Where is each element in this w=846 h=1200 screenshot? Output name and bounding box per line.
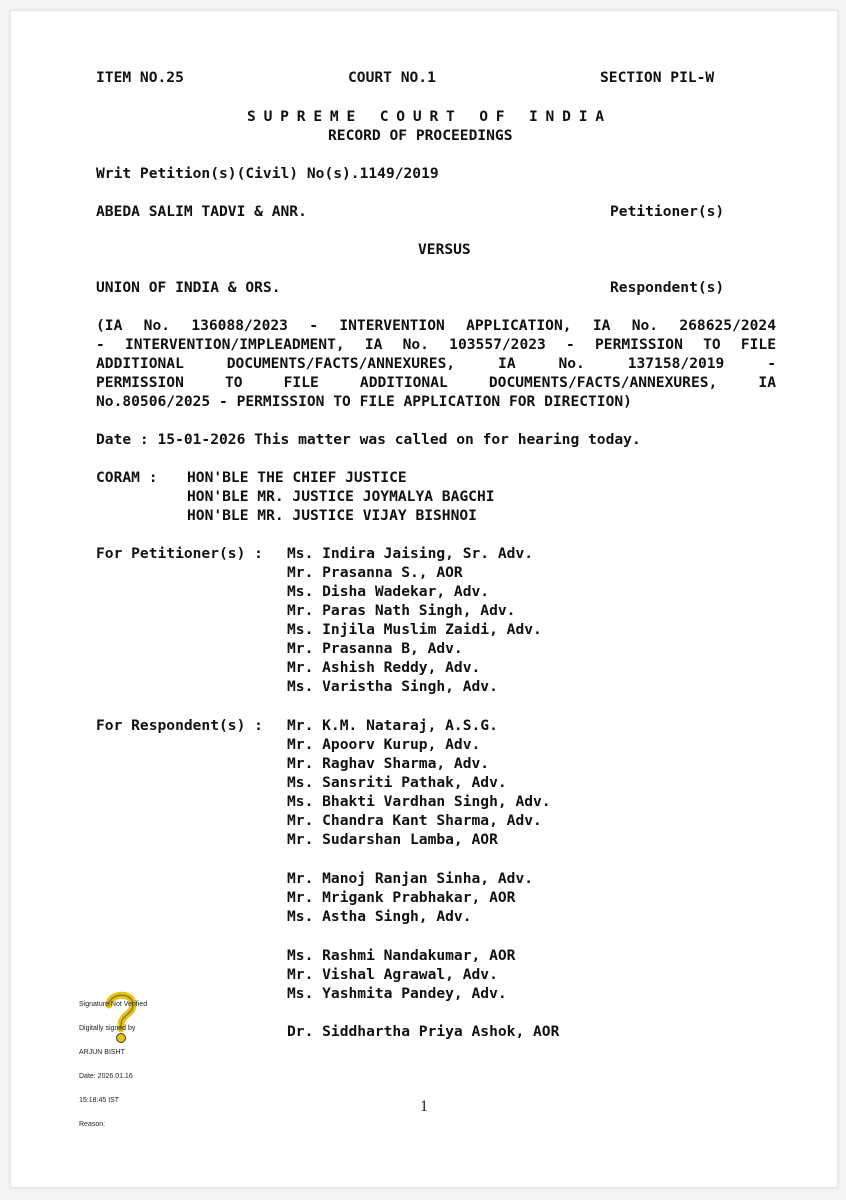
counsel-name: Ms. Rashmi Nandakumar, AOR — [287, 947, 516, 964]
item-number: ITEM NO.25 — [96, 69, 184, 86]
counsel-name: Ms. Indira Jaising, Sr. Adv. — [287, 545, 534, 562]
petitioner-counsel-label: For Petitioner(s) : — [96, 545, 263, 562]
respondent-counsel-list — [287, 1022, 559, 1041]
hearing-date: Date : 15-01-2026 This matter was called on for hearing today. — [96, 431, 641, 448]
digital-signature-stamp — [79, 985, 169, 1128]
counsel-name: Ms. Yashmita Pandey, Adv. — [287, 985, 507, 1002]
court-name: SUPREME COURT OF INDIA — [247, 108, 612, 125]
respondent-role: Respondent(s) — [610, 279, 725, 296]
counsel-name: Mr. Mrigank Prabhakar, AOR — [287, 889, 516, 906]
petitioner-name: ABEDA SALIM TADVI & ANR. — [96, 203, 307, 220]
signature-status: Signature Not Verified — [79, 1001, 148, 1008]
counsel-name: Mr. Prasanna B, Adv. — [287, 640, 463, 657]
counsel-name: Mr. Apoorv Kurup, Adv. — [287, 736, 481, 753]
counsel-name: Ms. Disha Wadekar, Adv. — [287, 583, 490, 600]
respondent-name: UNION OF INDIA & ORS. — [96, 279, 281, 296]
signature-line: Digitally signed by — [79, 1025, 136, 1032]
judge-name: HON'BLE MR. JUSTICE JOYMALYA BAGCHI — [187, 488, 495, 505]
document-page — [10, 10, 838, 1188]
judge-name: HON'BLE THE CHIEF JUSTICE — [187, 469, 407, 486]
court-number: COURT NO.1 — [348, 69, 436, 86]
counsel-name: Mr. Chandra Kant Sharma, Adv. — [287, 812, 542, 829]
case-number: Writ Petition(s)(Civil) No(s).1149/2019 — [96, 165, 439, 182]
counsel-name: Ms. Sansriti Pathak, Adv. — [287, 774, 507, 791]
counsel-name: Mr. Raghav Sharma, Adv. — [287, 755, 490, 772]
counsel-name: Mr. K.M. Nataraj, A.S.G. — [287, 717, 498, 734]
judge-name: HON'BLE MR. JUSTICE VIJAY BISHNOI — [187, 507, 477, 524]
counsel-name: Ms. Astha Singh, Adv. — [287, 908, 472, 925]
signature-signer: ARJUN BISHT — [79, 1049, 125, 1056]
application-line: (IA No. 136088/2023 - INTERVENTION APPLICATION, IA No. 268625/2024 — [96, 317, 776, 334]
counsel-name: Dr. Siddhartha Priya Ashok, AOR — [287, 1023, 560, 1040]
coram-label: CORAM : — [96, 469, 158, 486]
application-line: No.80506/2025 - PERMISSION TO FILE APPLICATION FOR DIRECTION) — [96, 393, 632, 410]
signature-date: Date: 2026.01.16 — [79, 1073, 133, 1080]
signature-text — [79, 985, 147, 1145]
page-number: 1 — [420, 1098, 428, 1115]
petitioner-role: Petitioner(s) — [610, 203, 725, 220]
counsel-name: Mr. Prasanna S., AOR — [287, 564, 463, 581]
counsel-name: Mr. Ashish Reddy, Adv. — [287, 659, 481, 676]
petitioner-counsel-list — [287, 544, 542, 696]
counsel-name: Mr. Manoj Ranjan Sinha, Adv. — [287, 870, 534, 887]
application-line: ADDITIONAL DOCUMENTS/FACTS/ANNEXURES, IA No. 137158/2019 - — [96, 355, 776, 372]
counsel-name: Mr. Sudarshan Lamba, AOR — [287, 831, 498, 848]
counsel-name: Ms. Injila Muslim Zaidi, Adv. — [287, 621, 542, 638]
counsel-name: Mr. Paras Nath Singh, Adv. — [287, 602, 516, 619]
section-label: SECTION PIL-W — [600, 69, 715, 86]
versus-label: VERSUS — [418, 241, 471, 258]
counsel-name: Ms. Varistha Singh, Adv. — [287, 678, 498, 695]
respondent-counsel-list — [287, 716, 551, 849]
record-title: RECORD OF PROCEEDINGS — [328, 127, 513, 144]
application-line: - INTERVENTION/IMPLEADMENT, IA No. 103557/2023 - PERMISSION TO FILE — [96, 336, 776, 353]
counsel-name: Mr. Vishal Agrawal, Adv. — [287, 966, 498, 983]
signature-time: 15:18:45 IST — [79, 1097, 120, 1104]
respondent-counsel-list — [287, 946, 515, 1003]
signature-reason: Reason: — [79, 1121, 106, 1128]
counsel-name: Ms. Bhakti Vardhan Singh, Adv. — [287, 793, 551, 810]
respondent-counsel-label: For Respondent(s) : — [96, 717, 263, 734]
applications-paragraph — [96, 316, 776, 411]
application-line: PERMISSION TO FILE ADDITIONAL DOCUMENTS/FACTS/ANNEXURES, IA — [96, 374, 776, 391]
respondent-counsel-list — [287, 869, 533, 926]
